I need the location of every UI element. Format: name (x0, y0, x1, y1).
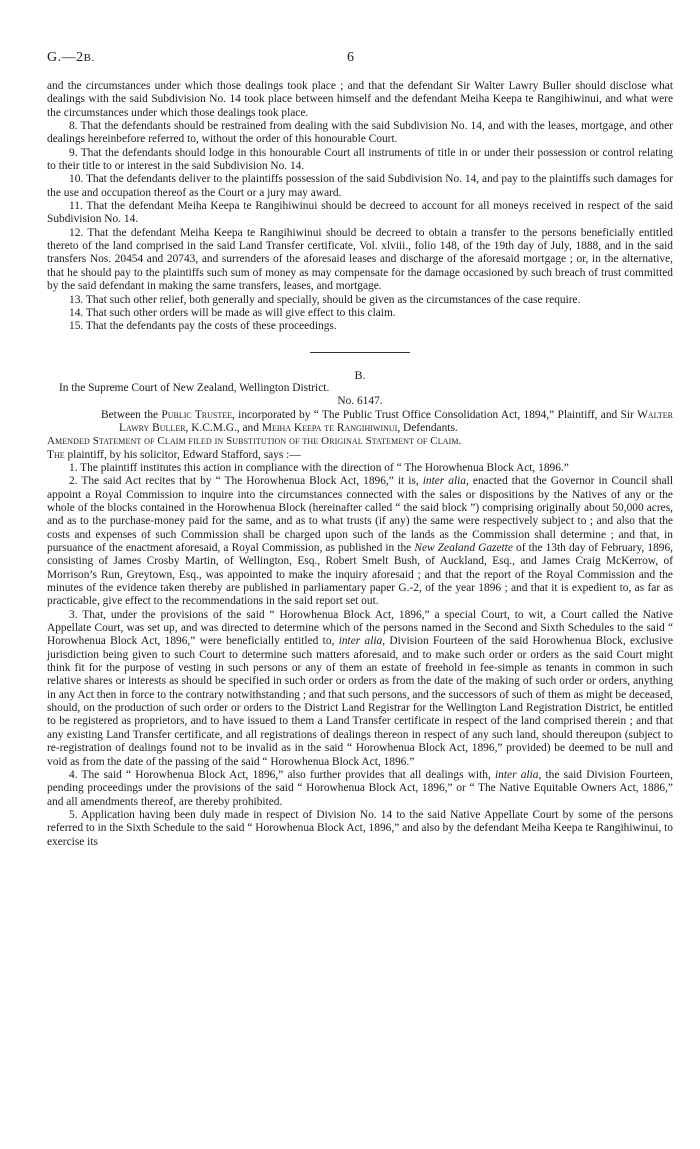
prayer-15: 15. That the defendants pay the costs of these proceedings. (69, 320, 337, 333)
party-defendant-keepa: Meiha Keepa te Rangihiwinui (261, 421, 398, 434)
claim-1: 1. The plaintiff institutes this action in compliance with the direction of “ The Horowhenua Block Act, 1896.” (69, 461, 569, 474)
statement-intro: The plaintiff, by his solicitor, Edward Stafford, says :— (47, 448, 301, 461)
prayer-continuation: and the circumstances under which those dealings took place ; and that the defendant Sir Walter Lawry Buller should disclose what dealings with the said Subdivision No. 14 took place between himself and the defendant Meiha Keepa te Rangihiwinui, and what were the circumstances under which those dealings took place. (47, 80, 673, 119)
claim-4: 4. The said “ Horowhenua Block Act, 1896,” also further provides that all dealings with, inter alia, the said Division Fourteen, pending proceedings under the provisions of the said “ Horowhenua Block Act, 1896,” or “ The Native Equitable Owners Act, 1886,” and all amendments thereof, are thereby prohibited. (47, 768, 673, 808)
party-plaintiff: Public Trustee (161, 408, 233, 421)
page-header (47, 50, 673, 70)
section-label: B. (354, 367, 366, 382)
statement-heading: Amended Statement of Claim filed in Substitution of the Original Statement of Claim. (47, 435, 462, 448)
claim-3: 3. That, under the provisions of the said “ Horowhenua Block Act, 1896,” a special Court, to wit, a Court called the Native Appellate Court, was set up, and was directed to determine which of the persons named in the Second and Sixth Schedules to the said “ Horowhenua Block Act, 1896,” were beneficially entitled to, inter alia, Division Fourteen of the said Horowhenua Block, exclusive jurisdiction being given to such Court to determine such matters aforesaid, and to make such order or orders as the said Court might think fit for the purpose of vesting in such persons or any of them an estate of freehold in fee-simple as tenants in common in such relative shares or interests as should be specified in such order or orders as from the date of the making of such order or orders, anything in any Act then in force to the contrary notwithstanding ; and that such persons, and the successors of such of them as might be deceased, should, on the production of such order or orders to the District Land Registrar for the Wellington Land Registration District, be entitled to be registered as proprietors, and to have issued to them a Land Transfer certificate in respect of the land comprised therein ; and that any existing Land Transfer certificate, and all registrations of dealings thereon in respect of any such land, should thereupon (subject to re-registration of dealings found not to be invalid as in the said “ Horowhenua Block Act, 1896,” provided) be deemed to be null and void as from the date of the passing of the said “ Horowhenua Block Act, 1896.” (47, 608, 674, 768)
prayer-13: 13. That such other relief, both generally and specially, should be given as the circumstances of the case require. (69, 293, 581, 306)
page-number: 6 (347, 50, 354, 65)
prayer-9: 9. That the defendants should lodge in this honourable Court all instruments of title in or under their possession or control relating to their title to or interest in the said Subdivision No. 14. (47, 146, 673, 173)
prayer-10: 10. That the defendants deliver to the plaintiffs possession of the said Subdivision No. 14, and pay to the plaintiffs such damages for the use and occupation thereof as the Court or a jury may award. (47, 173, 673, 199)
document-reference: G.—2B. (47, 50, 95, 65)
court-title: In the Supreme Court of New Zealand, Wellington District. (59, 381, 330, 394)
document-page (47, 0, 673, 1149)
claim-2: 2. The said Act recites that by “ The Horowhenua Block Act, 1896,” it is, inter alia, enacted that the Governor in Council shall appoint a Royal Commission to inquire into the circumstances connected with the sales or dispositions by the Natives of any or the whole of the blocks contained in the Horowhenua Block (hereinafter called “ the said block ”) comprising originally about 50,000 acres, and as to the purchase-money paid for the same, and as to what trusts (if any) the same were respectively subject to ; and also that the costs and expenses of such Commission shall be charged upon such of the lands as the Commission shall determine ; and that, in pursuance of the enactment aforesaid, a Royal Commission, as published in the New Zealand Gazette of the 13th day of February, 1896, consisting of James Crosby Martin, of Wellington, Esq., Robert Smelt Bush, of Auckland, Esq., and James Craig McKerrow, of Morrison’s Run, Greytown, Esq., was appointed to make the inquiry aforesaid ; and that the report of the Royal Commission and the minutes of the evidence taken thereby are published in parliamentary paper G.-2, of the year 1896 ; and that it is expedient to, as far as practicable, give effect to the recommendations in the said report set out. (47, 475, 674, 608)
claim-5: 5. Application having been duly made in respect of Division No. 14 to the said Native Appellate Court by some of the persons referred to in the Sixth Schedule to the said “ Horowhenua Block Act, 1896,” and also by the defendant Meiha Keepa te Rangihiwinui, to exercise its (47, 808, 673, 848)
party-defendant-buller: Walter Lawry Buller (119, 408, 673, 434)
document-body (47, 80, 673, 849)
case-number: No. 6147. (337, 395, 383, 408)
parties-line: Between the Public Trustee, incorporated by “ The Public Trust Office Consolidation Act, 1894,” Plaintiff, and Sir Walter Lawry Buller, K.C.M.G., and Meiha Keepa te Rangihiwinui, Defendants. (101, 408, 673, 434)
prayer-11: 11. That the defendant Meiha Keepa te Rangihiwinui should be decreed to account for all moneys received in respect of the said Subdivision No. 14. (47, 200, 673, 226)
prayer-12: 12. That the defendant Meiha Keepa te Rangihiwinui should be decreed to obtain a transfer to the persons beneficially entitled thereto of the land comprised in the said Land Transfer certificate, Vol. xlviii., folio 148, of the 19th day of July, 1888, and in the said transfers Nos. 20454 and 20743, and surrenders of the aforesaid leases and discharge of the aforesaid mortgage ; or, in the alternative, that he should pay to the plaintiffs such sum of money as may compensate for the damage occasioned by such breach of trust committed by the said defendant in making the same transfers, leases, and mortgage. (47, 226, 673, 293)
prayer-14: 14. That such other orders will be made as will give effect to this claim. (69, 306, 396, 319)
prayer-8: 8. That the defendants should be restrained from dealing with the said Subdivision No. 14, and with the leases, mortgage, and other dealings hereinbefore referred to, without the order of this honourable Court. (47, 120, 673, 146)
section-divider (310, 352, 410, 353)
